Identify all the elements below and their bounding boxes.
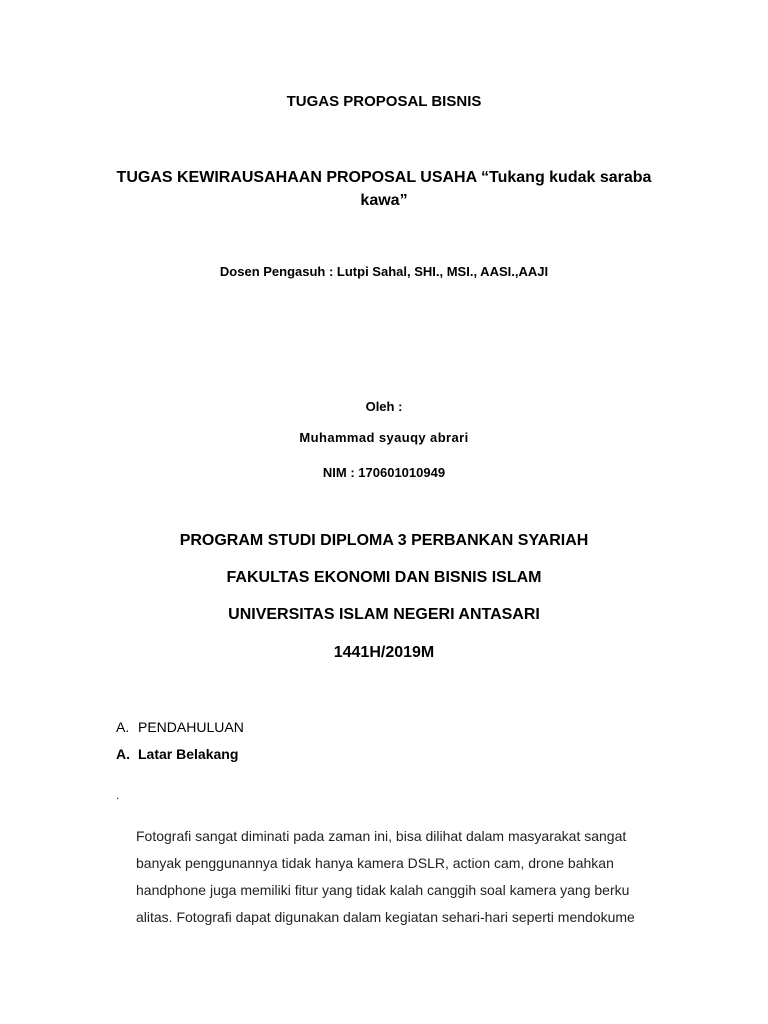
document-title: TUGAS PROPOSAL BISNIS (286, 93, 482, 110)
student-id: NIM : 170601010949 (322, 465, 446, 480)
body-paragraph (136, 823, 696, 931)
author-name: Muhammad syauqy abrari (299, 430, 469, 445)
lecturer-line: Dosen Pengasuh : Lutpi Sahal, SHI., MSI., AASI.,AAJI (219, 264, 549, 279)
study-program: PROGRAM STUDI DIPLOMA 3 PERBANKAN SYARIAH (179, 532, 589, 549)
document-subtitle: TUGAS KEWIRAUSAHAAN PROPOSAL USAHA “Tukang kudak saraba kawa” (116, 169, 652, 209)
paragraph-line: handphone juga memiliki fitur yang tidak kalah canggih soal kamera yang berku (136, 882, 630, 898)
paragraph-line: banyak penggunannya tidak hanya kamera DSLR, action cam, drone bahkan (136, 855, 614, 871)
section-heading-introduction (116, 719, 244, 735)
university-name: UNIVERSITAS ISLAM NEGERI ANTASARI (228, 606, 540, 623)
section-label: PENDAHULUAN (138, 719, 244, 735)
paragraph-line: Fotografi sangat diminati pada zaman ini, bisa dilihat dalam masyarakat sangat (136, 828, 627, 844)
section-label: Latar Belakang (138, 746, 239, 762)
paragraph-line: alitas. Fotografi dapat digunakan dalam kegiatan sehari-hari seperti mendokume (136, 909, 635, 925)
section-heading-background (116, 746, 238, 762)
section-marker: A. (116, 746, 130, 762)
faculty-name: FAKULTAS EKONOMI DAN BISNIS ISLAM (226, 569, 542, 586)
stray-dot: . (116, 788, 120, 802)
academic-year: 1441H/2019M (333, 644, 435, 661)
section-marker: A. (116, 719, 130, 735)
by-label: Oleh : (365, 399, 403, 414)
